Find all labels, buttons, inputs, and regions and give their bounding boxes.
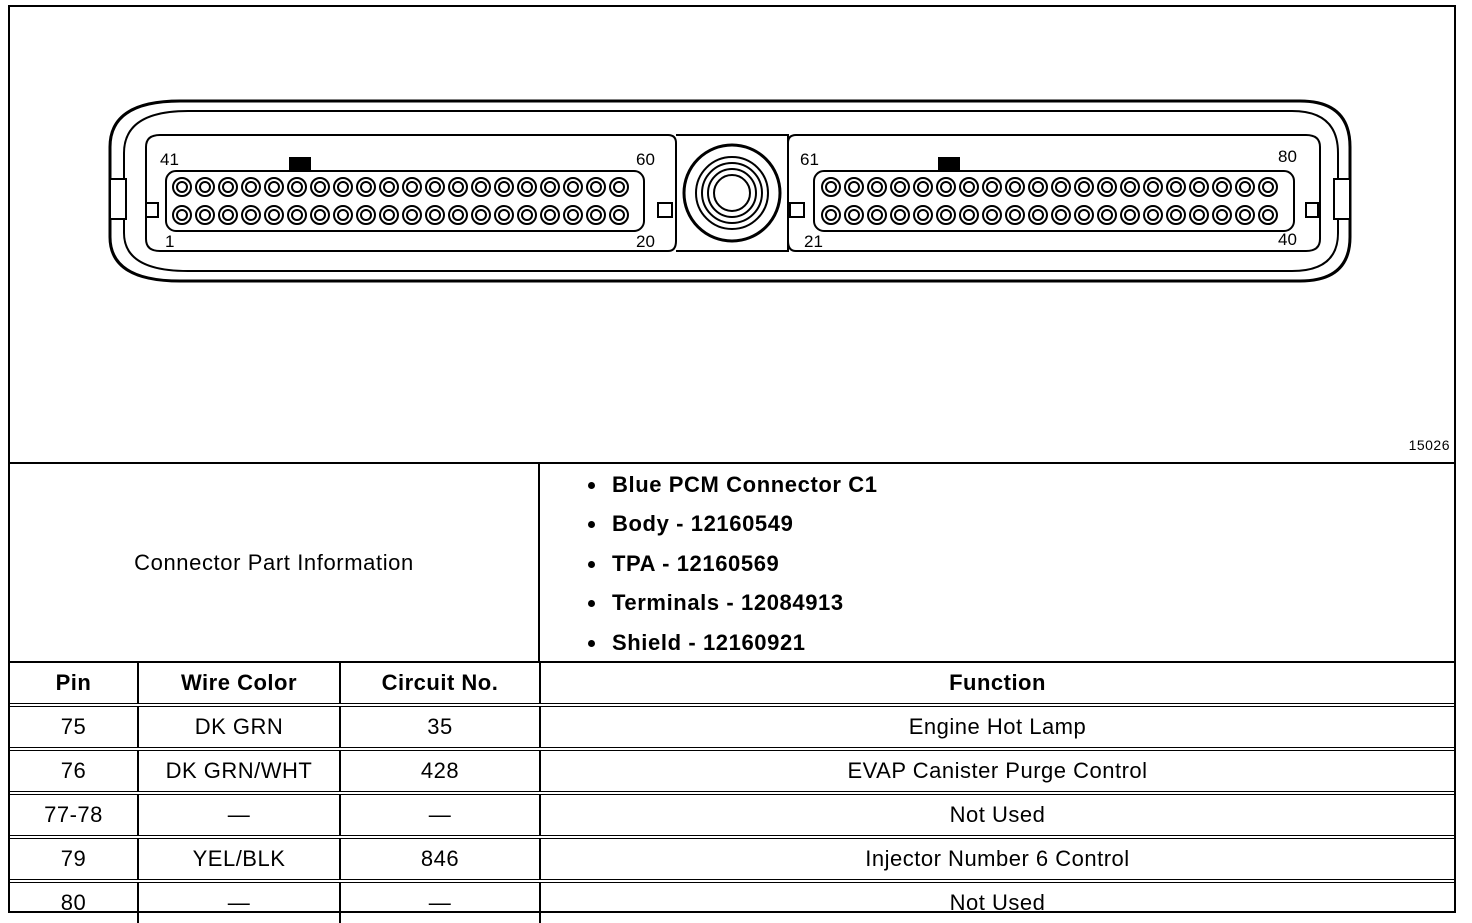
- pin-terminal: [1052, 178, 1070, 196]
- pin-terminal: [541, 178, 559, 196]
- pin-terminal: [173, 206, 191, 224]
- left-key-marker: [289, 157, 311, 171]
- pin-label-1: 1: [165, 232, 175, 251]
- left-cavity-tab-left: [146, 203, 158, 217]
- pin-terminal: [960, 206, 978, 224]
- pin-terminal: [1121, 206, 1139, 224]
- pin-terminal: [288, 206, 306, 224]
- pin-terminal: [845, 206, 863, 224]
- pin-label-61: 61: [800, 150, 819, 169]
- pin-terminal: [380, 206, 398, 224]
- pin-terminal: [334, 178, 352, 196]
- cell-wire-color: DK GRN: [138, 705, 340, 749]
- pin-terminal: [960, 178, 978, 196]
- pin-terminal: [265, 206, 283, 224]
- pin-table: [10, 661, 1454, 923]
- pin-terminal: [518, 178, 536, 196]
- pin-terminal: [196, 206, 214, 224]
- right-cavity-tab-left: [790, 203, 804, 217]
- pin-terminal: [334, 206, 352, 224]
- pin-terminal: [1075, 178, 1093, 196]
- bullet-icon: [588, 482, 595, 489]
- pin-terminal: [891, 178, 909, 196]
- pin-terminal: [357, 206, 375, 224]
- figure-number: 15026: [1408, 437, 1450, 453]
- bullet-icon: [588, 561, 595, 568]
- pin-terminal: [1075, 206, 1093, 224]
- pin-terminal: [311, 178, 329, 196]
- connector-info-label: Connector Part Information: [134, 549, 414, 575]
- cell-pin: 77-78: [10, 793, 138, 837]
- pin-terminal: [1259, 206, 1277, 224]
- left-pin-array: [173, 178, 628, 224]
- pin-terminal: [219, 206, 237, 224]
- bullet-icon: [588, 600, 595, 607]
- list-item: TPA - 12160569: [584, 549, 878, 588]
- pin-terminal: [1213, 206, 1231, 224]
- cell-wire-color: —: [138, 881, 340, 923]
- bullet-icon: [588, 640, 595, 647]
- pin-terminal: [891, 206, 909, 224]
- cell-pin: 80: [10, 881, 138, 923]
- cell-function: Engine Hot Lamp: [540, 705, 1454, 749]
- cell-function: Not Used: [540, 793, 1454, 837]
- pin-terminal: [1190, 206, 1208, 224]
- header-pin: Pin: [10, 662, 138, 705]
- pin-label-21: 21: [804, 232, 823, 251]
- pin-terminal: [1029, 178, 1047, 196]
- pin-terminal: [587, 178, 605, 196]
- pin-terminal: [983, 178, 1001, 196]
- cell-circuit-no: —: [340, 881, 540, 923]
- cell-function: Not Used: [540, 881, 1454, 923]
- pin-label-40: 40: [1278, 230, 1297, 249]
- left-latch: [110, 179, 126, 219]
- cell-wire-color: —: [138, 793, 340, 837]
- connector-diagram: [10, 7, 1454, 462]
- pin-terminal: [822, 206, 840, 224]
- right-cavity-tab-right: [1306, 203, 1318, 217]
- pin-terminal: [937, 178, 955, 196]
- pin-terminal: [1236, 178, 1254, 196]
- pin-terminal: [983, 206, 1001, 224]
- pin-terminal: [1052, 206, 1070, 224]
- connector-info-label-cell: [10, 464, 540, 661]
- pin-terminal: [1006, 206, 1024, 224]
- table-header-row: [10, 662, 1454, 705]
- list-item: Terminals - 12084913: [584, 588, 878, 627]
- pin-terminal: [564, 206, 582, 224]
- connector-part-info: [10, 462, 1454, 661]
- pin-terminal: [219, 178, 237, 196]
- pin-terminal: [868, 178, 886, 196]
- pin-terminal: [914, 178, 932, 196]
- pin-terminal: [288, 178, 306, 196]
- pin-terminal: [449, 178, 467, 196]
- pin-label-60: 60: [636, 150, 655, 169]
- list-item: Shield - 12160921: [584, 628, 878, 667]
- header-function: Function: [540, 662, 1454, 705]
- pin-terminal: [449, 206, 467, 224]
- pin-terminal: [472, 206, 490, 224]
- pin-terminal: [1213, 178, 1231, 196]
- pin-terminal: [1098, 178, 1116, 196]
- pin-terminal: [541, 206, 559, 224]
- pin-terminal: [914, 206, 932, 224]
- pin-terminal: [564, 178, 582, 196]
- table-row: [10, 749, 1454, 793]
- table-row: [10, 705, 1454, 749]
- header-circuit-no: Circuit No.: [340, 662, 540, 705]
- cell-function: Injector Number 6 Control: [540, 837, 1454, 881]
- cell-pin: 76: [10, 749, 138, 793]
- pin-terminal: [403, 206, 421, 224]
- header-wire-color: Wire Color: [138, 662, 340, 705]
- pin-terminal: [495, 206, 513, 224]
- center-bolt-outer: [684, 145, 780, 241]
- pin-terminal: [587, 206, 605, 224]
- pin-terminal: [1029, 206, 1047, 224]
- left-cavity-tab-right: [658, 203, 672, 217]
- connector-info-list-cell: [540, 464, 1454, 661]
- pin-label-41: 41: [160, 150, 179, 169]
- cell-wire-color: YEL/BLK: [138, 837, 340, 881]
- table-row: [10, 881, 1454, 923]
- cell-circuit-no: 35: [340, 705, 540, 749]
- pin-terminal: [1167, 178, 1185, 196]
- table-row: [10, 837, 1454, 881]
- cell-circuit-no: 428: [340, 749, 540, 793]
- pin-label-80: 80: [1278, 147, 1297, 166]
- pin-terminal: [403, 178, 421, 196]
- pin-terminal: [196, 178, 214, 196]
- right-pin-array: [822, 178, 1277, 224]
- list-item: Blue PCM Connector C1: [584, 470, 878, 509]
- bullet-icon: [588, 521, 595, 528]
- table-row: [10, 793, 1454, 837]
- figure-frame: [8, 5, 1456, 913]
- right-key-marker: [938, 157, 960, 171]
- pin-terminal: [311, 206, 329, 224]
- pin-terminal: [845, 178, 863, 196]
- list-item: Body - 12160549: [584, 509, 878, 548]
- pin-terminal: [822, 178, 840, 196]
- pin-terminal: [610, 206, 628, 224]
- pin-terminal: [380, 178, 398, 196]
- cell-function: EVAP Canister Purge Control: [540, 749, 1454, 793]
- right-latch: [1334, 179, 1350, 219]
- pin-terminal: [426, 178, 444, 196]
- pin-terminal: [1236, 206, 1254, 224]
- pin-terminal: [1144, 206, 1162, 224]
- pin-terminal: [426, 206, 444, 224]
- pin-terminal: [472, 178, 490, 196]
- pin-terminal: [242, 178, 260, 196]
- pin-terminal: [173, 178, 191, 196]
- pin-terminal: [937, 206, 955, 224]
- connector-info-list: [584, 470, 878, 667]
- connector-drawing: [10, 7, 1454, 462]
- pin-terminal: [1144, 178, 1162, 196]
- cell-pin: 79: [10, 837, 138, 881]
- pin-label-20: 20: [636, 232, 655, 251]
- pin-terminal: [610, 178, 628, 196]
- cell-circuit-no: —: [340, 793, 540, 837]
- pin-terminal: [357, 178, 375, 196]
- cell-wire-color: DK GRN/WHT: [138, 749, 340, 793]
- pin-terminal: [1098, 206, 1116, 224]
- pin-terminal: [1121, 178, 1139, 196]
- pin-terminal: [242, 206, 260, 224]
- pin-terminal: [1006, 178, 1024, 196]
- pin-terminal: [1167, 206, 1185, 224]
- pin-terminal: [1190, 178, 1208, 196]
- pin-terminal: [265, 178, 283, 196]
- pin-terminal: [868, 206, 886, 224]
- pin-terminal: [495, 178, 513, 196]
- pin-terminal: [518, 206, 536, 224]
- pin-terminal: [1259, 178, 1277, 196]
- cell-pin: 75: [10, 705, 138, 749]
- cell-circuit-no: 846: [340, 837, 540, 881]
